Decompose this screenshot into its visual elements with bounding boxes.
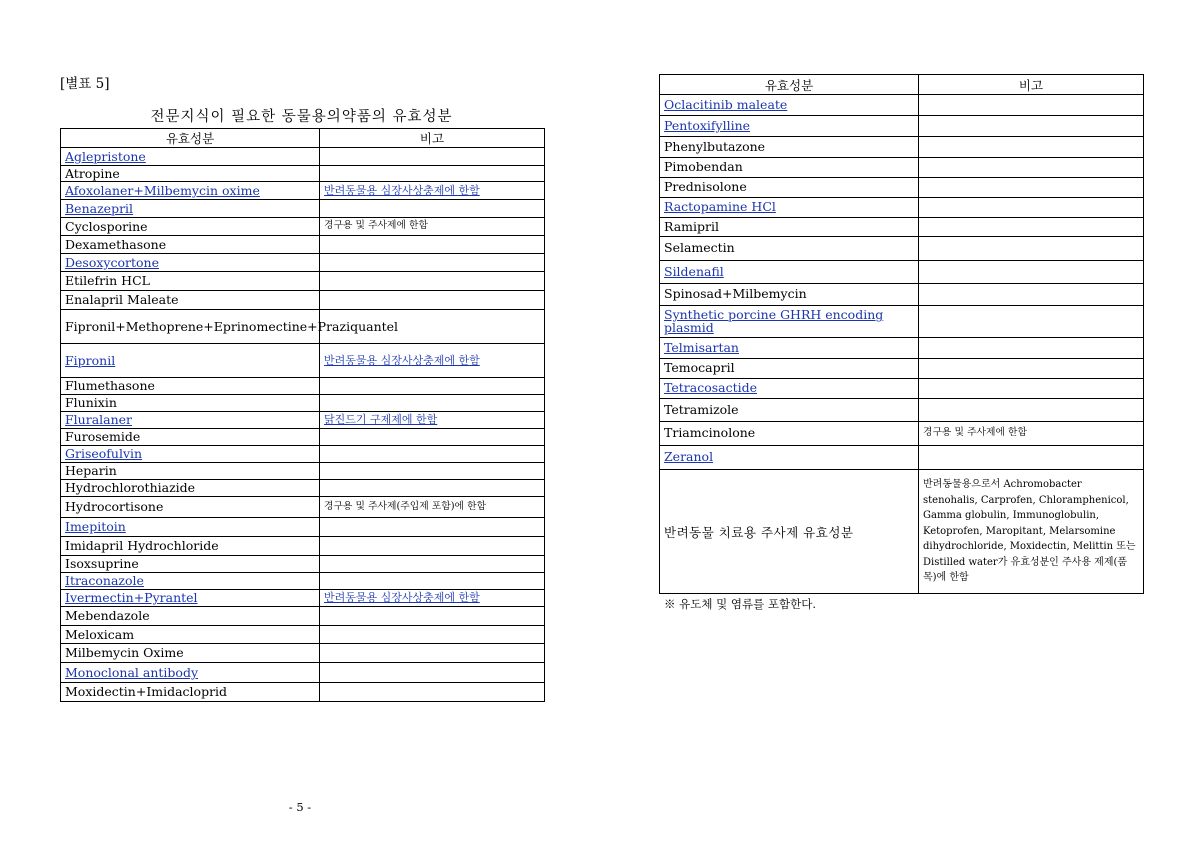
header-remark: 비고 (919, 75, 1144, 95)
remark-cell (919, 237, 1144, 261)
remark-cell (320, 683, 545, 702)
remark-cell (320, 446, 545, 463)
ingredient-name[interactable] (61, 148, 320, 166)
table-row (660, 422, 1144, 446)
ingredient-name[interactable] (61, 446, 320, 463)
ingredient-name (660, 158, 919, 178)
table-row (61, 218, 545, 236)
ingredient-name (660, 218, 919, 237)
ingredient-name (61, 378, 320, 395)
remark-text: 경구용 및 주사제(주입제 포함)에 한함 (324, 500, 487, 512)
remark-cell (919, 446, 1144, 470)
ingredient-name[interactable] (61, 200, 320, 218)
ingredient-link[interactable]: Imepitoin (65, 519, 126, 535)
remark-cell (320, 166, 545, 182)
table-row (61, 573, 545, 590)
remark-cell (919, 422, 1144, 446)
ingredient-name (61, 310, 399, 344)
remark-cell (919, 338, 1144, 359)
table-row (660, 158, 1144, 178)
table-row (61, 200, 545, 218)
remark-cell (919, 379, 1144, 399)
ingredient-text: Cyclosporine (65, 218, 148, 234)
special-ingredient-name: 반려동물 치료용 주사제 유효성분 (660, 470, 919, 594)
table-row (660, 306, 1144, 338)
table-row (61, 429, 545, 446)
ingredient-name (660, 422, 919, 446)
ingredient-text: Milbemycin Oxime (65, 645, 184, 661)
table-row (660, 116, 1144, 137)
table-row (660, 379, 1144, 399)
table-row (660, 399, 1144, 422)
remark-cell (320, 200, 545, 218)
ingredient-name[interactable] (660, 446, 919, 470)
ingredient-name[interactable] (61, 412, 320, 429)
ingredient-text: Pimobendan (664, 159, 743, 175)
ingredient-name (660, 237, 919, 261)
remark-cell (320, 236, 545, 254)
header-ingredient: 유효성분 (660, 75, 919, 95)
ingredient-name[interactable] (660, 379, 919, 399)
ingredient-name (660, 399, 919, 422)
table-row (61, 463, 545, 480)
ingredient-name (61, 218, 320, 236)
ingredient-text: Hydrocortisone (65, 499, 164, 515)
ingredient-text: Triamcinolone (664, 425, 756, 441)
ingredient-name (61, 644, 320, 663)
ingredient-text: Flunixin (65, 395, 117, 411)
remark-cell (320, 644, 545, 663)
table-row (61, 291, 545, 310)
table-row (660, 284, 1144, 306)
ingredient-link[interactable]: Griseofulvin (65, 446, 143, 462)
ingredient-link[interactable]: Oclacitinib maleate (664, 96, 788, 112)
ingredient-name[interactable] (660, 95, 919, 116)
table-row (61, 395, 545, 412)
ingredient-name (660, 284, 919, 306)
ingredient-text: Heparin (65, 463, 117, 479)
table-row (61, 310, 545, 344)
table-row (61, 378, 545, 395)
remark-cell[interactable] (320, 590, 545, 607)
ingredient-link[interactable]: Telmisartan (664, 339, 739, 355)
left-ingredient-table (60, 128, 545, 702)
table-row (660, 338, 1144, 359)
page-number: - 5 - (288, 800, 312, 814)
ingredient-link[interactable]: Synthetic porcine GHRH encoding plasmid (664, 307, 884, 335)
remark-cell (919, 116, 1144, 137)
ingredient-link[interactable]: Tetracosactide (664, 380, 758, 396)
table-row (61, 537, 545, 556)
ingredient-name[interactable] (660, 116, 919, 137)
ingredient-name (660, 178, 919, 198)
ingredient-name[interactable] (660, 198, 919, 218)
remark-cell (320, 626, 545, 644)
remark-cell (320, 497, 545, 518)
ingredient-name (61, 272, 320, 291)
ingredient-text: Moxidectin+Imidacloprid (65, 684, 228, 700)
ingredient-name[interactable] (61, 344, 320, 378)
remark-cell (320, 556, 545, 573)
ingredient-name[interactable] (61, 590, 320, 607)
ingredient-link[interactable]: Aglepristone (65, 148, 146, 164)
ingredient-name (61, 166, 320, 182)
table-row (61, 148, 545, 166)
ingredient-text: Enalapril Maleate (65, 292, 179, 308)
ingredient-link[interactable]: Ivermectin+Pyrantel (65, 590, 198, 606)
remark-cell (919, 178, 1144, 198)
table-row (61, 236, 545, 254)
remark-text: 경구용 및 주사제에 한함 (923, 427, 1027, 439)
table-row (61, 663, 545, 683)
table-row (660, 218, 1144, 237)
remark-link[interactable]: 반려동물용 심장사상충제에 한함 (324, 183, 480, 197)
table-row (61, 590, 545, 607)
table-row (61, 344, 545, 378)
table-row (61, 166, 545, 182)
ingredient-text: Furosemide (65, 429, 141, 445)
table-row (660, 359, 1144, 379)
remark-cell (919, 306, 1144, 338)
annex-label: [별표 5] (60, 76, 110, 92)
ingredient-text: Etilefrin HCL (65, 273, 150, 289)
header-ingredient: 유효성분 (61, 129, 320, 148)
ingredient-name (61, 236, 320, 254)
table-row (660, 198, 1144, 218)
remark-cell (919, 218, 1144, 237)
ingredient-text: Isoxsuprine (65, 556, 139, 572)
remark-cell (919, 158, 1144, 178)
table-row (61, 683, 545, 702)
remark-cell[interactable] (320, 412, 545, 429)
ingredient-link[interactable]: Sildenafil (664, 263, 724, 279)
remark-cell (320, 607, 545, 626)
ingredient-text: Temocapril (664, 360, 735, 376)
remark-cell (919, 359, 1144, 379)
footnote: ※ 유도체 및 염류를 포함한다. (664, 597, 816, 611)
ingredient-name (660, 137, 919, 158)
ingredient-text: Dexamethasone (65, 236, 167, 252)
remark-cell (320, 463, 545, 480)
remark-cell (320, 573, 545, 590)
table-row (61, 182, 545, 200)
ingredient-text: Meloxicam (65, 626, 135, 642)
remark-cell (320, 148, 545, 166)
ingredient-link[interactable]: Monoclonal antibody (65, 664, 199, 680)
ingredient-name (61, 480, 320, 497)
ingredient-text: Imidapril Hydrochloride (65, 538, 219, 554)
table-row-special (660, 470, 1144, 594)
table-row (61, 644, 545, 663)
ingredient-name (660, 359, 919, 379)
remark-text: 경구용 및 주사제에 한함 (324, 220, 428, 232)
table-row (61, 556, 545, 573)
right-ingredient-table (659, 74, 1144, 594)
document-title: 전문지식이 필요한 동물용의약품의 유효성분 (150, 109, 453, 125)
remark-cell (320, 537, 545, 556)
remark-link[interactable]: 반려동물용 심장사상충제에 한함 (324, 591, 480, 605)
remark-cell (919, 198, 1144, 218)
ingredient-text: Selamectin (664, 240, 735, 256)
ingredient-name (61, 626, 320, 644)
ingredient-name[interactable] (61, 518, 320, 537)
remark-cell (320, 480, 545, 497)
header-remark: 비고 (320, 129, 545, 148)
ingredient-link[interactable]: Benazepril (65, 200, 134, 216)
ingredient-link[interactable]: Ractopamine HCl (664, 199, 776, 215)
table-row (660, 137, 1144, 158)
ingredient-name[interactable] (61, 573, 320, 590)
table-row (61, 412, 545, 429)
table-row (660, 178, 1144, 198)
remark-cell[interactable] (320, 344, 545, 378)
remark-cell (320, 272, 545, 291)
remark-cell (320, 254, 545, 272)
remark-cell (919, 399, 1144, 422)
ingredient-name (61, 429, 320, 446)
ingredient-text: Flumethasone (65, 378, 155, 394)
table-row (61, 626, 545, 644)
ingredient-text: Atropine (65, 165, 120, 181)
ingredient-link[interactable]: Pentoxifylline (664, 117, 751, 133)
table-row (660, 446, 1144, 470)
table-row (660, 95, 1144, 116)
remark-cell (919, 95, 1144, 116)
ingredient-name[interactable] (61, 182, 320, 200)
remark-cell (320, 378, 545, 395)
ingredient-text: Ramipril (664, 218, 719, 234)
ingredient-name (61, 291, 320, 310)
ingredient-text: Hydrochlorothiazide (65, 480, 196, 496)
remark-link[interactable]: 반려동물용 심장사상충제에 한함 (324, 353, 480, 367)
ingredient-text: Fipronil+Methoprene+Eprinomectine+Praziquantel (65, 318, 399, 334)
remark-cell (320, 663, 545, 683)
ingredient-name (61, 497, 320, 518)
ingredient-name (61, 537, 320, 556)
table-row (660, 261, 1144, 284)
ingredient-link[interactable]: Desoxycortone (65, 254, 159, 270)
ingredient-link[interactable]: Zeranol (664, 449, 714, 465)
ingredient-text: Spinosad+Milbemycin (664, 286, 807, 302)
ingredient-name (61, 556, 320, 573)
remark-cell (320, 429, 545, 446)
ingredient-link[interactable]: Fipronil (65, 352, 116, 368)
table-row (61, 254, 545, 272)
table-row (660, 237, 1144, 261)
ingredient-text: Mebendazole (65, 608, 150, 624)
table-row (61, 480, 545, 497)
remark-cell (919, 261, 1144, 284)
remark-cell (320, 218, 545, 236)
ingredient-name[interactable] (61, 663, 320, 683)
ingredient-name (61, 683, 320, 702)
ingredient-text: Prednisolone (664, 179, 747, 195)
table-row (61, 272, 545, 291)
remark-cell (919, 284, 1144, 306)
ingredient-name[interactable] (660, 306, 919, 338)
ingredient-link[interactable]: Itraconazole (65, 573, 144, 589)
table-row (61, 607, 545, 626)
remark-link[interactable]: 닭진드기 구제제에 한함 (324, 413, 438, 427)
table-row (61, 446, 545, 463)
table-row (61, 497, 545, 518)
table-row (61, 518, 545, 537)
remark-cell (320, 518, 545, 537)
ingredient-text: Phenylbutazone (664, 138, 766, 154)
remark-cell[interactable] (320, 182, 545, 200)
ingredient-name (61, 463, 320, 480)
ingredient-name[interactable] (660, 261, 919, 284)
ingredient-name (61, 607, 320, 626)
remark-cell (320, 291, 545, 310)
ingredient-name (61, 395, 320, 412)
ingredient-name[interactable] (61, 254, 320, 272)
remark-cell (320, 395, 545, 412)
ingredient-link[interactable]: Afoxolaner+Milbemycin oxime (65, 182, 260, 198)
remark-cell (919, 137, 1144, 158)
ingredient-link[interactable]: Fluralaner (65, 412, 133, 428)
ingredient-text: Tetramizole (664, 401, 739, 417)
special-ingredient-remark: 반려동물용으로서 Achromobacter stenohalis, Carprofen, Chloramphenicol, Gamma globulin, Immunoglobulin, Ketoprofen, Maropitant, Melarsomine dihydrochloride, Moxidectin, Melittin 또는 Distilled water가 유효성분인 주사용 제제(품목)에 한함 (919, 470, 1144, 594)
ingredient-name[interactable] (660, 338, 919, 359)
